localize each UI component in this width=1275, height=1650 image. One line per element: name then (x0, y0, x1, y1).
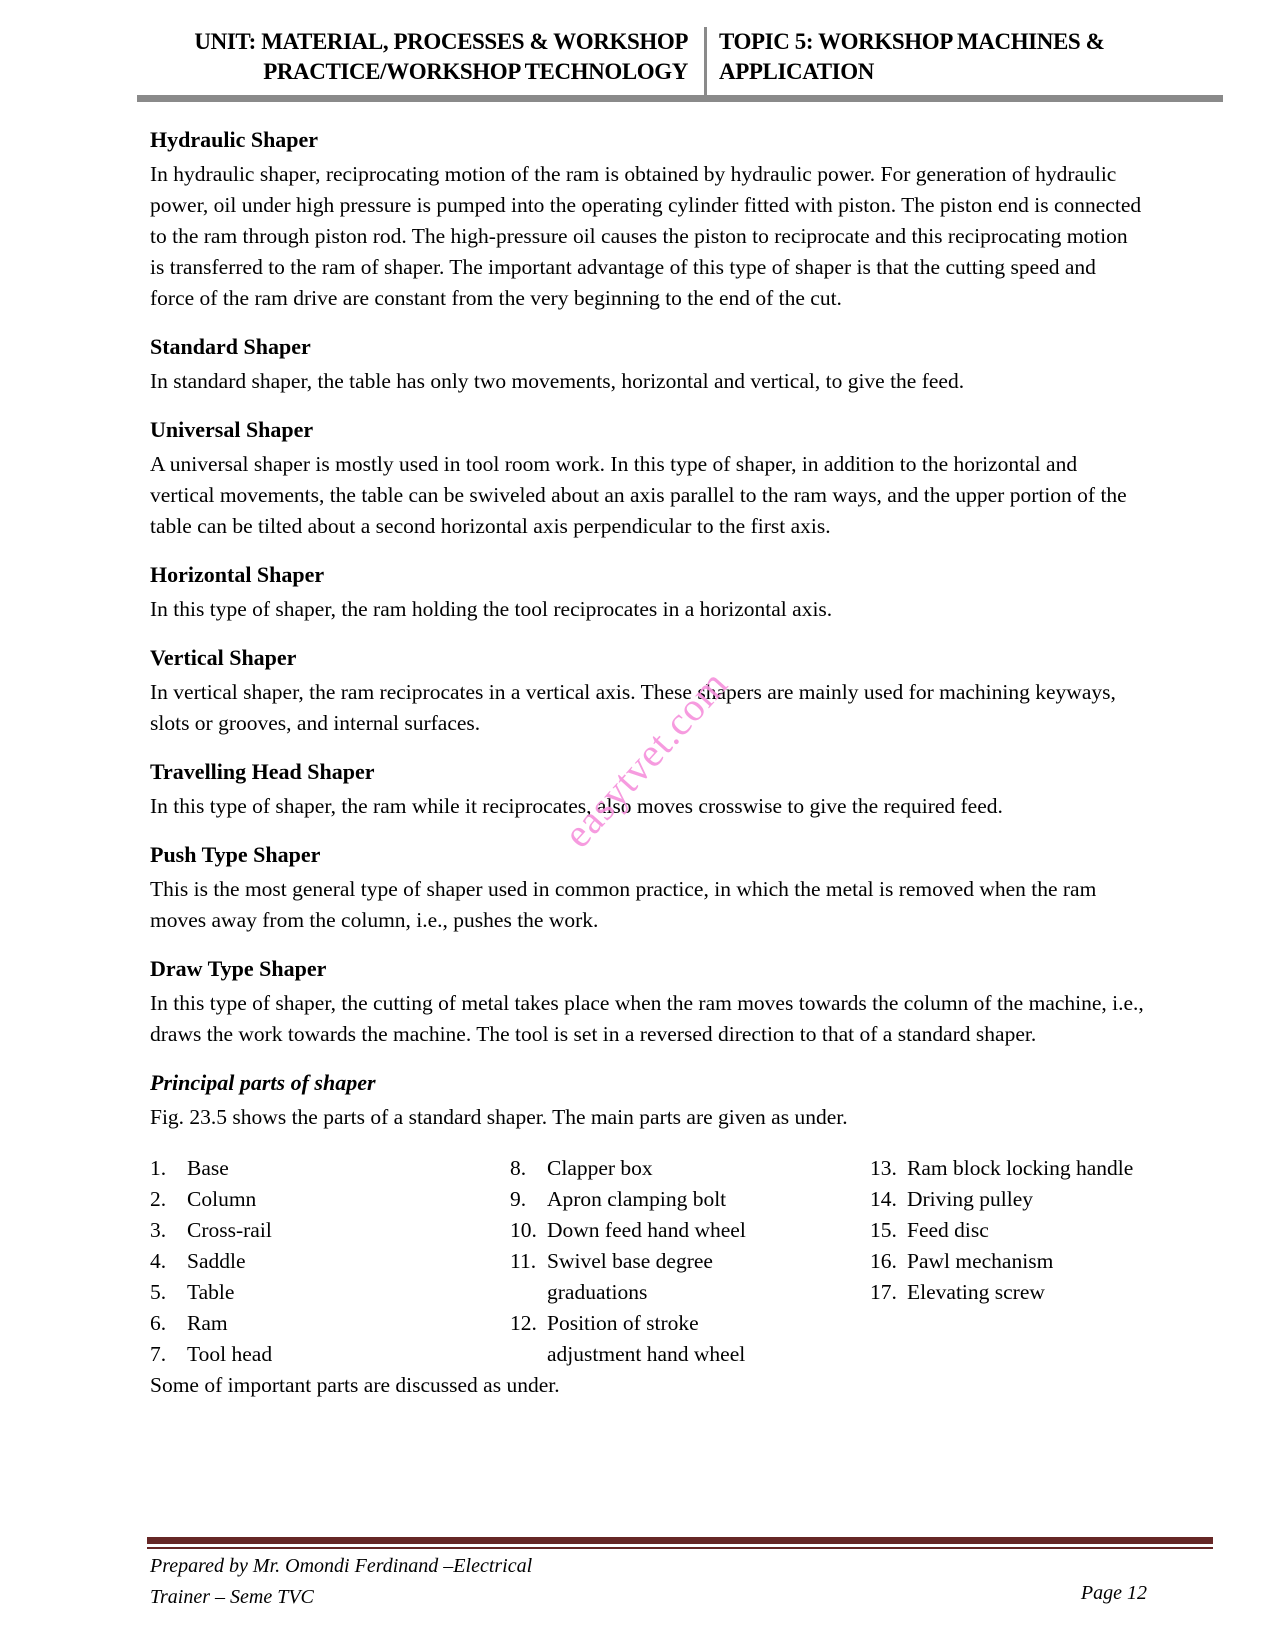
list-item (150, 1215, 510, 1246)
list-item (870, 1184, 1145, 1215)
part-label: Driving pulley (907, 1187, 1033, 1211)
part-label: Ram (187, 1311, 228, 1335)
section-heading: Travelling Head Shaper (150, 759, 375, 784)
part-number: 6. (150, 1311, 167, 1335)
list-item (150, 1308, 510, 1339)
part-label: Saddle (187, 1249, 246, 1273)
list-item (150, 1184, 510, 1215)
list-item (870, 1246, 1145, 1277)
parts-outro: Some of important parts are discussed as under. (150, 1373, 560, 1397)
parts-column-1 (150, 1153, 510, 1370)
section-heading: Vertical Shaper (150, 645, 297, 670)
section-universal-shaper (150, 414, 1145, 542)
part-number: 10. (510, 1218, 537, 1242)
list-item (870, 1215, 1145, 1246)
section-travelling-head-shaper (150, 756, 1145, 822)
part-label: Ram block locking handle (907, 1156, 1134, 1180)
section-standard-shaper (150, 331, 1145, 397)
part-label: Pawl mechanism (907, 1249, 1054, 1273)
part-number: 15. (870, 1218, 897, 1242)
part-label: Position of stroke adjustment hand wheel (547, 1311, 746, 1366)
part-label: Tool head (187, 1342, 273, 1366)
part-number: 5. (150, 1280, 167, 1304)
part-label: Down feed hand wheel (547, 1218, 746, 1242)
section-hydraulic-shaper (150, 124, 1145, 314)
header-topic-title: TOPIC 5: WORKSHOP MACHINES & APPLICATION (719, 29, 1105, 84)
list-item (510, 1215, 870, 1246)
section-horizontal-shaper (150, 559, 1145, 625)
section-paragraph: In standard shaper, the table has only two movements, horizontal and vertical, to give the feed. (150, 369, 965, 393)
section-paragraph: This is the most general type of shaper used in common practice, in which the metal is removed when the ram moves away from the column, i.e., pushes the work. (150, 877, 1097, 932)
part-label: Apron clamping bolt (547, 1187, 727, 1211)
section-paragraph: In hydraulic shaper, reciprocating motion of the ram is obtained by hydraulic power. For generation of hydraulic power, oil under high pressure is pumped into the operating cylinder fitted with piston. The piston end is connected to the ram through piston rod. The high-pressure oil causes the piston to reciprocate and this reciprocating motion is transferred to the ram of shaper. The important advantage of this type of shaper is that the cutting speed and force of the ram drive are constant from the very beginning to the end of the cut. (150, 162, 1142, 310)
section-paragraph: In this type of shaper, the ram holding the tool reciprocates in a horizontal axis. (150, 597, 833, 621)
part-label: Elevating screw (907, 1280, 1045, 1304)
watermark: easytvet.com (554, 660, 737, 857)
list-item (510, 1184, 870, 1215)
section-draw-type-shaper (150, 953, 1145, 1050)
section-heading: Hydraulic Shaper (150, 127, 319, 152)
section-principal-parts (150, 1067, 1145, 1401)
part-number: 13. (870, 1156, 897, 1180)
part-label: Swivel base degree graduations (547, 1249, 713, 1304)
section-paragraph: In this type of shaper, the cutting of metal takes place when the ram moves towards the column of the machine, i.e., draws the work towards the machine. The tool is set in a reversed direction to that of a standard shaper. (150, 991, 1144, 1046)
part-number: 12. (510, 1311, 537, 1335)
parts-intro: Fig. 23.5 shows the parts of a standard shaper. The main parts are given as under. (150, 1105, 848, 1129)
section-paragraph: In this type of shaper, the ram while it reciprocates, also moves crosswise to give the required feed. (150, 794, 1003, 818)
list-item (870, 1153, 1145, 1184)
page-body (150, 124, 1145, 1401)
header-unit-title: UNIT: MATERIAL, PROCESSES & WORKSHOP PRACTICE/WORKSHOP TECHNOLOGY (194, 29, 688, 84)
section-heading: Universal Shaper (150, 417, 314, 442)
list-item (150, 1277, 510, 1308)
section-vertical-shaper (150, 642, 1145, 739)
page-number: Page 12 (1080, 1582, 1147, 1604)
part-number: 14. (870, 1187, 897, 1211)
list-item (150, 1339, 510, 1370)
list-item (510, 1153, 870, 1184)
list-item (150, 1153, 510, 1184)
parts-list (150, 1153, 1145, 1370)
section-heading: Standard Shaper (150, 334, 311, 359)
section-paragraph: A universal shaper is mostly used in tool room work. In this type of shaper, in addition to the horizontal and vertical movements, the table can be swiveled about an axis parallel to the ram ways, and the upper portion of the table can be tilted about a second horizontal axis perpendicular to the first axis. (150, 452, 1127, 538)
part-label: Base (187, 1156, 229, 1180)
part-label: Clapper box (547, 1156, 653, 1180)
list-item (510, 1308, 870, 1370)
part-number: 4. (150, 1249, 167, 1273)
section-heading: Principal parts of shaper (150, 1070, 376, 1095)
part-number: 3. (150, 1218, 167, 1242)
parts-column-2 (510, 1153, 870, 1370)
part-number: 2. (150, 1187, 167, 1211)
part-label: Feed disc (907, 1218, 989, 1242)
list-item (870, 1277, 1145, 1308)
page-header (150, 27, 1145, 95)
parts-column-3 (870, 1153, 1145, 1370)
part-number: 7. (150, 1342, 167, 1366)
part-number: 9. (510, 1187, 527, 1211)
part-label: Column (187, 1187, 257, 1211)
section-heading: Draw Type Shaper (150, 956, 327, 981)
list-item (510, 1246, 870, 1308)
footer-line-2: Trainer – Seme TVC (150, 1586, 314, 1608)
part-number: 11. (510, 1249, 537, 1273)
section-heading: Horizontal Shaper (150, 562, 325, 587)
section-paragraph: In vertical shaper, the ram reciprocates in a vertical axis. These shapers are mainly used for machining keyways, slots or grooves, and internal surfaces. (150, 680, 1116, 735)
part-label: Table (187, 1280, 235, 1304)
footer-prepared-by (150, 1551, 532, 1613)
section-heading: Push Type Shaper (150, 842, 321, 867)
section-push-type-shaper (150, 839, 1145, 936)
part-label: Cross-rail (187, 1218, 272, 1242)
footer-rule (147, 1537, 1213, 1549)
part-number: 1. (150, 1156, 167, 1180)
part-number: 16. (870, 1249, 897, 1273)
part-number: 8. (510, 1156, 527, 1180)
header-rule (137, 95, 1223, 102)
part-number: 17. (870, 1280, 897, 1304)
list-item (150, 1246, 510, 1277)
footer-line-1: Prepared by Mr. Omondi Ferdinand –Electrical (150, 1555, 533, 1577)
